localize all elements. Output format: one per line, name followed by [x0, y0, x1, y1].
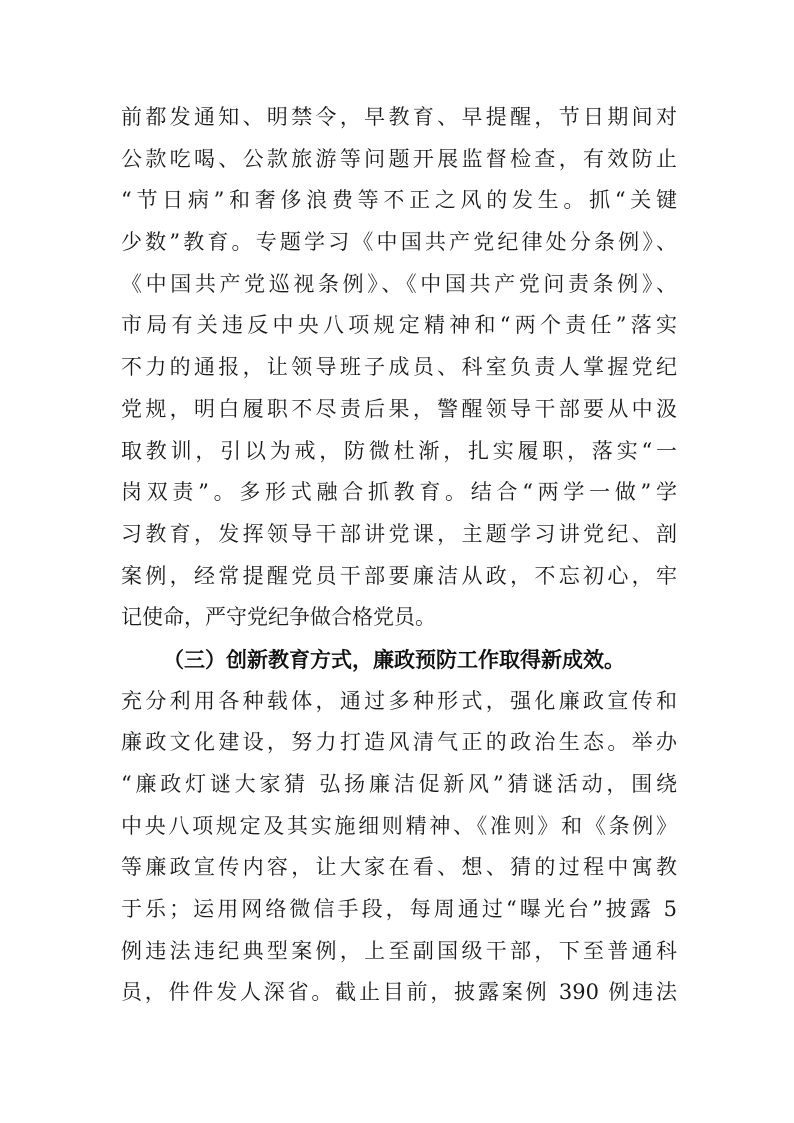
- text-line: 记使命，严守党纪争做合格党员。: [121, 605, 436, 630]
- text-line: 《中国共产党巡视条例》、《中国共产党问责条例》、: [121, 271, 677, 296]
- paragraph-1: [121, 97, 677, 639]
- text-line: 例违法违纪典型案例，上至副国级干部，下至普通科: [121, 938, 677, 963]
- text-line: “廉政灯谜大家猜 弘扬廉洁促新风”猜谜活动，围绕: [121, 772, 677, 796]
- text-line: 取教训，引以为戒，防微杜渐，扎实履职，落实“一: [121, 438, 677, 463]
- text-line: 公款吃喝、公款旅游等问题开展监督检查，有效防止: [121, 146, 677, 171]
- text-line: 等廉政宣传内容，让大家在看、想、猜的过程中寓教: [121, 855, 677, 880]
- text-line: 不力的通报，让领导班子成员、科室负责人掌握党纪: [121, 355, 677, 380]
- text-line: 充分利用各种载体，通过多种形式，强化廉政宣传和: [121, 688, 677, 713]
- document-body: [121, 97, 677, 1014]
- text-line: 习教育，发挥领导干部讲党课，主题学习讲党纪、剖: [121, 521, 677, 546]
- text-line: 少数”教育。专题学习《中国共产党纪律处分条例》、: [121, 230, 677, 255]
- text-line: 于乐；运用网络微信手段，每周通过“曝光台”披露 5: [121, 897, 677, 922]
- text-line: 岗双责”。多形式融合抓教育。结合“两学一做”学: [121, 480, 677, 505]
- text-line: 员，件件发人深省。截止目前，披露案例 390 例违法: [121, 980, 677, 1005]
- text-line: “节日病”和奢侈浪费等不正之风的发生。抓“关键: [121, 188, 677, 213]
- text-line: 廉政文化建设，努力打造风清气正的政治生态。举办: [121, 730, 677, 755]
- text-line: 前都发通知、明禁令，早教育、早提醒，节日期间对: [121, 105, 677, 129]
- paragraph-2: [121, 681, 677, 1015]
- text-line: 案例，经常提醒党员干部要廉洁从政，不忘初心，牢: [121, 563, 677, 588]
- text-line: 市局有关违反中央八项规定精神和“两个责任”落实: [121, 313, 677, 338]
- section-heading: （三）创新教育方式，廉政预防工作取得新成效。: [163, 646, 625, 672]
- text-line: 中央八项规定及其实施细则精神、《准则》和《条例》: [121, 813, 677, 838]
- text-line: 党规，明白履职不尽责后果，警醒领导干部要从中汲: [121, 396, 677, 421]
